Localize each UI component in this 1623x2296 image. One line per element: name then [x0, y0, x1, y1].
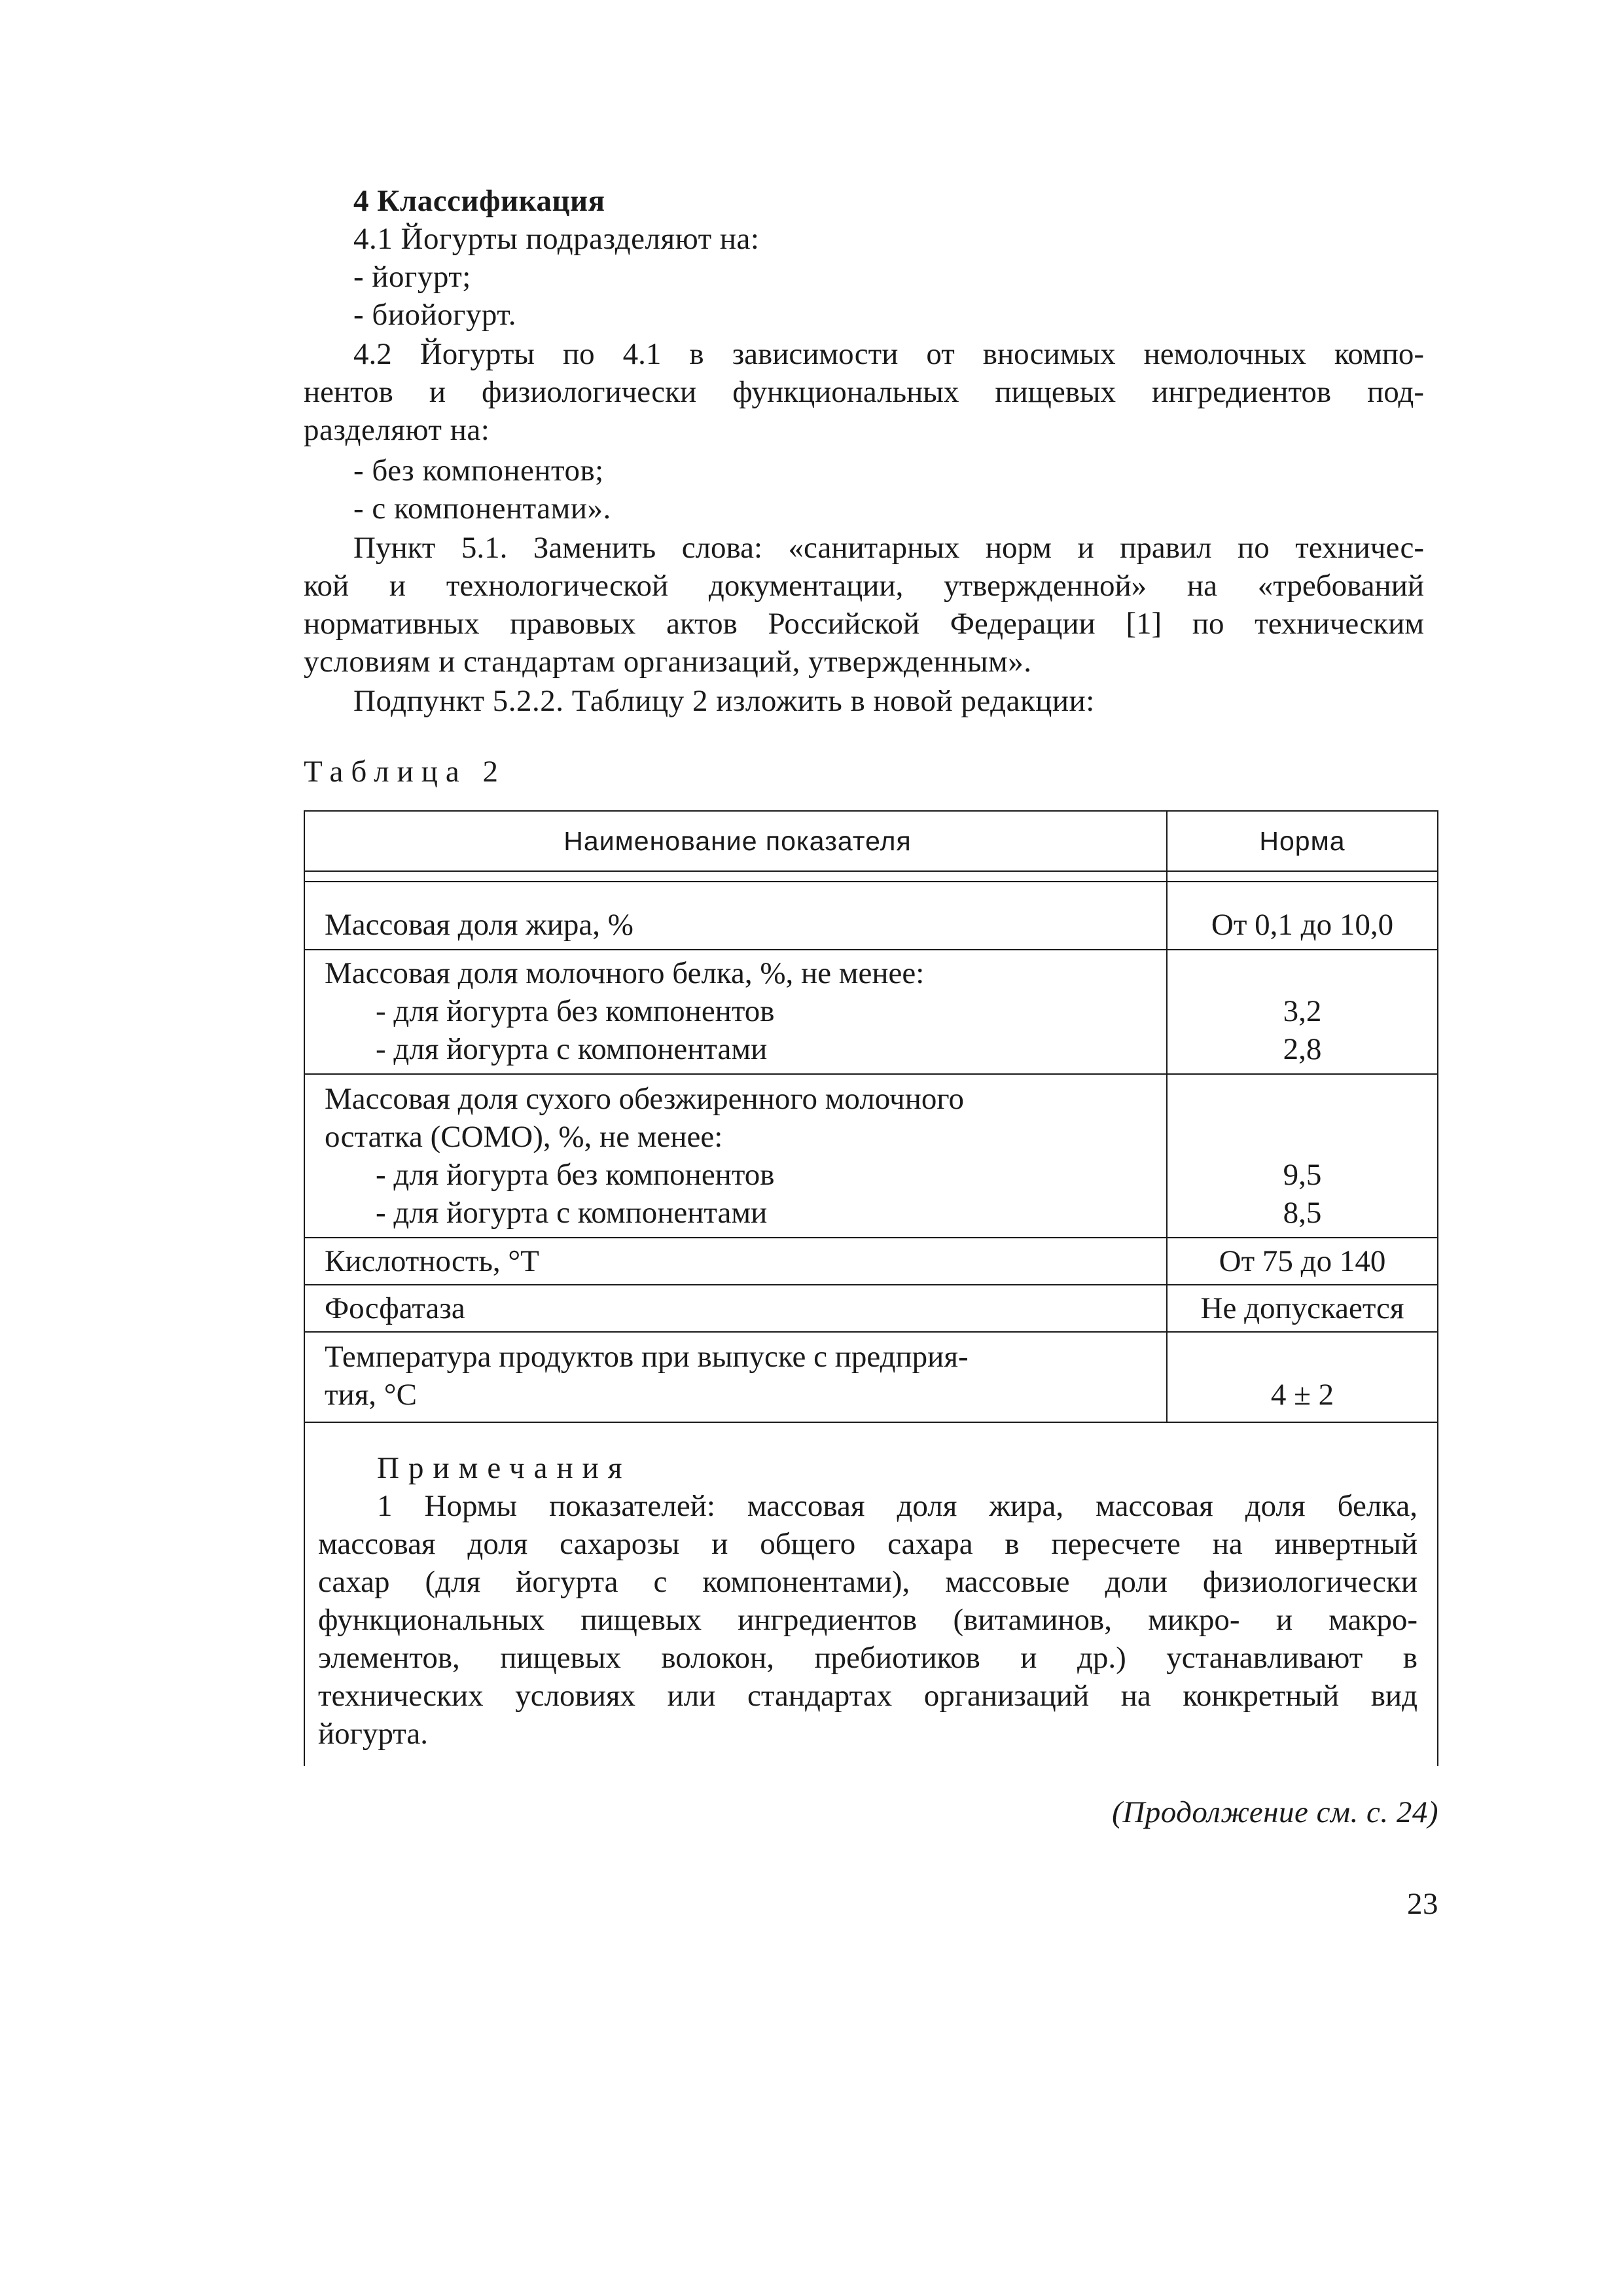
cell-text: Фосфатаза — [325, 1291, 465, 1325]
text-line: разделяют на: — [304, 413, 490, 447]
continuation-note: (Продолжение см. с. 24) — [1112, 1795, 1438, 1829]
text-line: условиям и стандартам организаций, утвержденным». — [304, 645, 1032, 679]
cell-text: - для йогурта с компонентами — [376, 1196, 768, 1230]
cell-text: Температура продуктов при выпуске с предприя- — [325, 1340, 969, 1374]
cell-value — [1168, 1118, 1437, 1156]
text-line: нентов и физиологически функциональных пищевых ингредиентов под- — [304, 375, 1424, 409]
note-line: йогурта. — [318, 1717, 429, 1751]
cell-text: - для йогурта с компонентами — [376, 1032, 768, 1066]
table-row — [304, 882, 1438, 950]
text-line: - биойогурт. — [353, 298, 517, 332]
text-line: кой и технологической документации, утвержденной» на «требований — [304, 569, 1424, 603]
note-line: элементов, пищевых волокон, пребиотиков и др.) устанавливают в — [318, 1641, 1418, 1675]
cell-text: - для йогурта без компонентов — [376, 994, 775, 1028]
table-row — [304, 1238, 1438, 1285]
note-line: массовая доля сахарозы и общего сахара в пересчете на инвертный — [318, 1527, 1418, 1561]
page-number: 23 — [1407, 1887, 1438, 1921]
cell-value: 3,2 — [1283, 994, 1322, 1028]
text-line: нормативных правовых актов Российской Федерации [1] по техническим — [304, 607, 1424, 641]
data-table — [304, 810, 1438, 1766]
note-line: сахар (для йогурта с компонентами), массовые доли физиологически — [318, 1565, 1418, 1599]
cell-value — [1168, 1338, 1437, 1376]
cell-text: Массовая доля сухого обезжиренного молочного — [325, 1082, 964, 1116]
header-cell: Норма — [1167, 811, 1438, 871]
cell-value: От 0,1 до 10,0 — [1211, 908, 1394, 942]
cell-text: остатка (СОМО), %, не менее: — [325, 1120, 723, 1154]
cell-value: 2,8 — [1283, 1032, 1322, 1066]
cell-text: Массовая доля жира, % — [325, 908, 633, 942]
cell-text: Кислотность, °Т — [325, 1244, 539, 1278]
cell-value: 4 ± 2 — [1270, 1378, 1334, 1412]
section-heading: 4 Классификация — [353, 184, 605, 218]
cell-value: 9,5 — [1283, 1158, 1322, 1192]
note-line: 1 Нормы показателей: массовая доля жира, массовая доля белка, — [377, 1489, 1418, 1523]
cell-text: тия, °С — [325, 1378, 417, 1412]
text-line: Пункт 5.1. Заменить слова: «санитарных норм и правил по техничес- — [353, 531, 1424, 565]
note-line: технических условиях или стандартах организаций на конкретный вид — [318, 1679, 1418, 1713]
table-row — [304, 1285, 1438, 1332]
cell-value: 8,5 — [1283, 1196, 1322, 1230]
table-row — [304, 950, 1438, 1074]
notes-row — [304, 1422, 1438, 1766]
cell-value: Не допускается — [1200, 1291, 1404, 1325]
text-line: - йогурт; — [353, 260, 471, 294]
table-row — [304, 1074, 1438, 1238]
header-cell: Наименование показателя — [304, 811, 1167, 871]
header-separator — [304, 871, 1438, 882]
text-line: - без компонентов; — [353, 454, 604, 488]
text-line: - с компонентами». — [353, 492, 611, 526]
cell-value — [1168, 1080, 1437, 1118]
table-row — [304, 1332, 1438, 1422]
cell-value — [1168, 954, 1437, 992]
note-line: функциональных пищевых ингредиентов (витаминов, микро- и макро- — [318, 1603, 1418, 1637]
text-line: 4.2 Йогурты по 4.1 в зависимости от вносимых немолочных компо- — [353, 337, 1424, 371]
text-line: 4.1 Йогурты подразделяют на: — [353, 222, 760, 256]
cell-text: - для йогурта без компонентов — [376, 1158, 775, 1192]
cell-text: Массовая доля молочного белка, %, не менее: — [325, 956, 925, 990]
table-caption: Таблица 2 — [304, 755, 507, 789]
notes-title: Примечания — [377, 1451, 632, 1485]
table-header-row — [304, 811, 1438, 871]
cell-value: От 75 до 140 — [1219, 1244, 1386, 1278]
text-line: Подпункт 5.2.2. Таблицу 2 изложить в новой редакции: — [353, 684, 1095, 718]
